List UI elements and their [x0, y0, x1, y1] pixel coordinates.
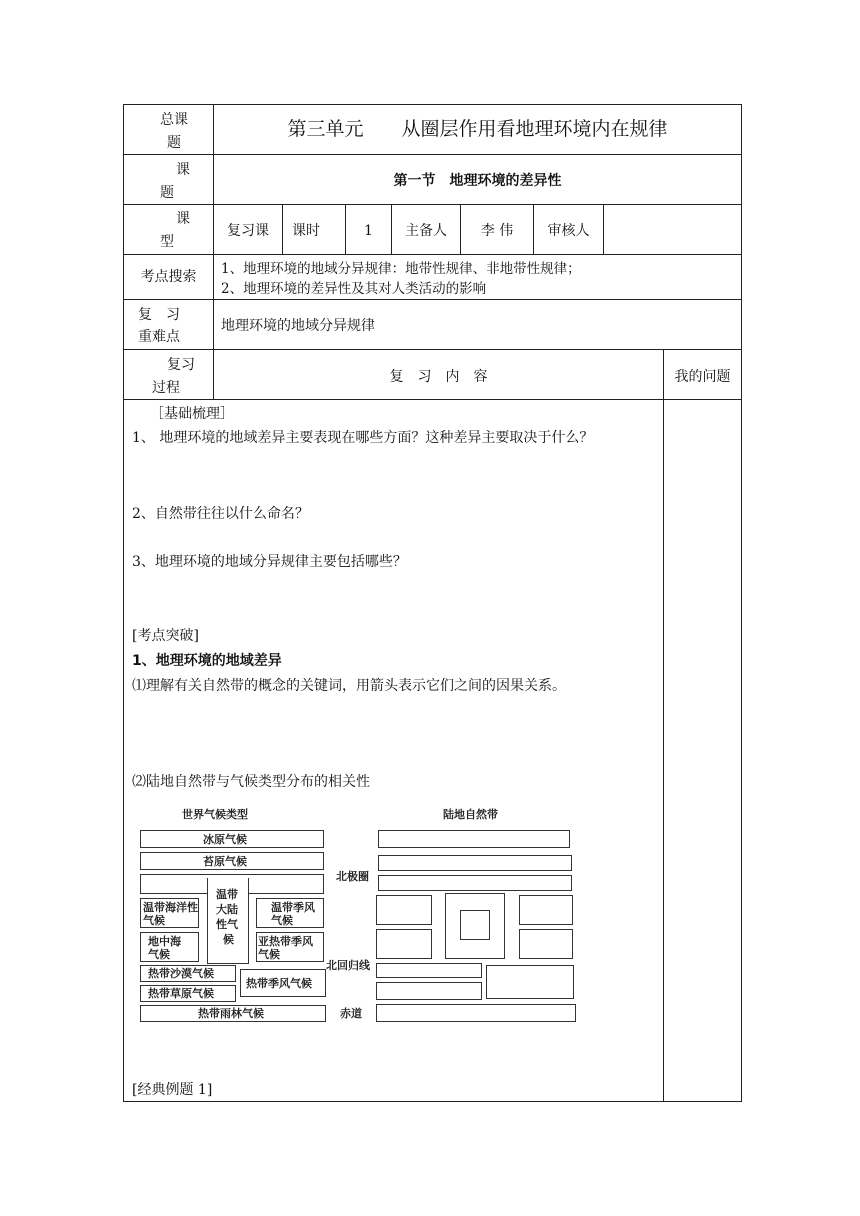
tropical-savanna-label: 热带草原气候: [148, 987, 214, 1000]
total-topic-value: 第三单元 从圈层作用看地理环境内在规律: [287, 118, 668, 140]
zone-box: [519, 929, 573, 959]
total-topic-label-line2: 题: [167, 135, 181, 151]
key-points-label-line2: 重难点: [138, 329, 180, 345]
content-header: 复 习 内 容: [389, 369, 488, 385]
tropic-of-cancer-label: 北回归线: [326, 959, 370, 972]
tropical-rainforest-label: 热带雨林气候: [198, 1007, 264, 1020]
cell-divider: [603, 204, 604, 254]
table-border-top: [123, 104, 742, 105]
question-3: 3、地理环境的地域分异规律主要包括哪些？: [132, 554, 407, 570]
temperate-maritime-label-2: 气候: [143, 914, 165, 927]
topic-label-line2: 题: [160, 185, 174, 201]
reviewer-label: 审核人: [547, 223, 590, 239]
row-divider: [123, 399, 742, 400]
row-divider: [123, 204, 742, 205]
zone-box: [378, 830, 570, 848]
period-value: 1: [364, 223, 373, 239]
equator-label: 赤道: [340, 1007, 362, 1020]
temperate-continental-label-4: 候: [223, 933, 234, 946]
temperate-continental-label-3: 性气: [216, 918, 238, 931]
temperate-monsoon-label-2: 气候: [271, 914, 293, 927]
breakthrough-heading: [考点突破]: [132, 628, 199, 644]
exam-points-line1: 1、地理环境的地域分异规律：地带性规律、非地带性规律；: [221, 261, 581, 277]
row-divider: [123, 349, 742, 350]
exam-points-line2: 2、地理环境的差异性及其对人类活动的影响: [221, 281, 487, 297]
key-points-label-line1: 复 习: [138, 307, 180, 323]
question-1: 1、 地理环境的地域差异主要表现在哪些方面？这种差异主要取决于什么？: [132, 430, 594, 446]
topic-value: 第一节 地理环境的差异性: [393, 173, 562, 189]
process-label-line1: 复习: [167, 357, 195, 373]
mediterranean-label-2: 气候: [148, 948, 170, 961]
zone-box-inner-center: [460, 910, 490, 940]
section-1-title: 1、地理环境的地域差异: [132, 653, 282, 669]
climate-zone-diagram: [130, 802, 590, 1027]
total-topic-label-line1: 总课: [160, 112, 188, 128]
temperate-monsoon-label-1: 温带季风: [271, 901, 315, 914]
row-divider: [123, 254, 742, 255]
question-header: 我的问题: [674, 369, 731, 385]
temperate-continental-label-2: 大陆: [216, 903, 238, 916]
label-column-divider: [213, 104, 214, 400]
zone-box: [376, 895, 432, 925]
zone-box: [376, 963, 482, 978]
question-2: 2、自然带往往以什么命名？: [132, 506, 309, 522]
process-label-line2: 过程: [152, 380, 180, 396]
subtropical-monsoon-label-1: 亚热带季风: [258, 935, 313, 948]
tropical-desert-label: 热带沙漠气候: [148, 967, 214, 980]
tropical-monsoon-label: 热带季风气候: [246, 977, 312, 990]
arctic-circle-label: 北极圈: [336, 870, 369, 883]
key-points-value: 地理环境的地域分异规律: [221, 318, 375, 334]
exam-points-label: 考点搜索: [140, 269, 197, 285]
subsection-1: ⑴理解有关自然带的概念的关键词，用箭头表示它们之间的因果关系。: [132, 678, 566, 694]
example-heading: [经典例题 1]: [132, 1082, 213, 1098]
zone-box: [376, 1004, 576, 1022]
temperate-continental-label-1: 温带: [216, 888, 238, 901]
subsection-2: ⑵陆地自然带与气候类型分布的相关性: [132, 774, 370, 790]
natural-zones-title: 陆地自然带: [443, 808, 498, 821]
period-label: 课时: [292, 223, 320, 239]
mediterranean-label-1: 地中海: [148, 935, 181, 948]
preparer-label: 主备人: [405, 223, 447, 239]
row-divider: [123, 299, 742, 300]
zone-box: [378, 875, 572, 891]
climate-types-title: 世界气候类型: [182, 808, 248, 821]
temperate-maritime-label-1: 温带海洋性: [143, 901, 198, 914]
question-column-divider: [663, 349, 664, 1102]
zone-box: [378, 855, 572, 871]
zone-box: [519, 895, 573, 925]
type-label-line1: 课: [176, 211, 190, 227]
type-label-line2: 型: [160, 234, 174, 250]
table-border-bottom: [123, 1101, 742, 1102]
zone-box: [376, 982, 482, 1000]
topic-label-line1: 课: [176, 162, 190, 178]
preparer-value: 李 伟: [480, 223, 514, 239]
zone-box: [376, 929, 432, 959]
basics-heading: ［基础梳理］: [150, 406, 234, 422]
tundra-climate-label: 苔原气候: [203, 855, 247, 868]
row-divider: [123, 154, 742, 155]
ice-cap-climate-label: 冰原气候: [203, 833, 247, 846]
subtropical-monsoon-label-2: 气候: [258, 948, 280, 961]
zone-box: [486, 965, 574, 999]
type-value: 复习课: [227, 223, 269, 239]
